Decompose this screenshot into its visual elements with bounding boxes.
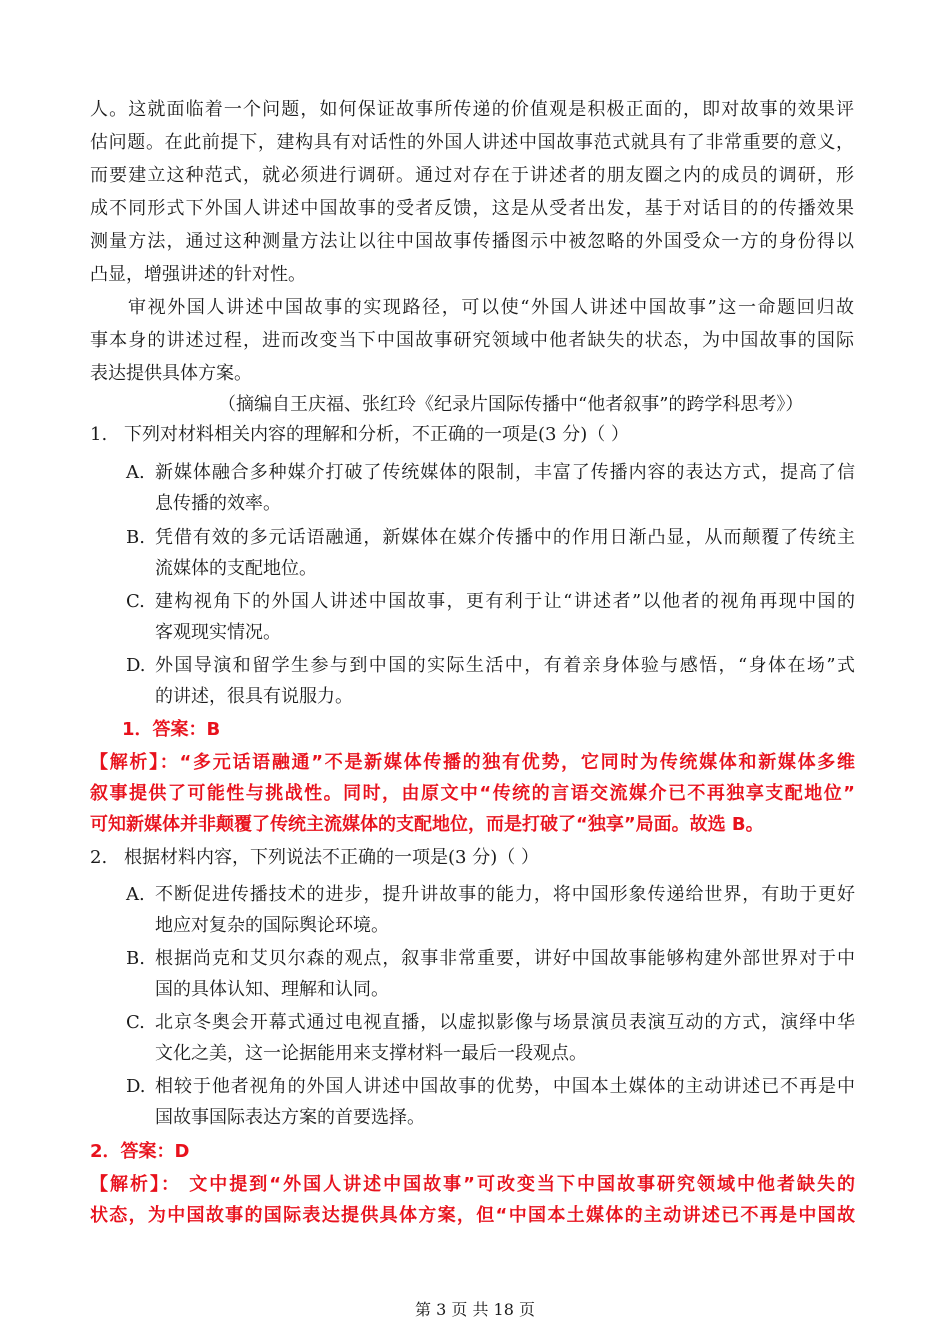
- option-text: 流媒体的支配地位。: [155, 558, 317, 579]
- passage-line: 成不同形式下外国人讲述中国故事的受者反馈，这是从受者出发，基于对话目的的传播效果: [90, 198, 854, 219]
- option-letter: D.: [126, 655, 146, 676]
- question-number: 2.: [90, 847, 108, 868]
- option-text: 根据尚克和艾贝尔森的观点，叙事非常重要，讲好中国故事能够构建外部世界对于中: [155, 948, 855, 969]
- passage-line: 凸显，增强讲述的针对性。: [90, 264, 306, 285]
- analysis-line: 状态，为中国故事的国际表达提供具体方案，但“中国本土媒体的主动讲述已不再是中国故: [90, 1205, 855, 1226]
- option-text: 建构视角下的外国人讲述中国故事，更有利于让“讲述者”以他者的视角再现中国的: [155, 591, 855, 612]
- option-letter: B.: [126, 948, 145, 969]
- question-number: 1.: [90, 424, 108, 445]
- option-letter: A.: [126, 884, 145, 905]
- source-citation: （摘编自王庆福、张红玲《纪录片国际传播中“他者叙事”的跨学科思考》）: [218, 394, 804, 415]
- passage-line: 表达提供具体方案。: [90, 363, 252, 384]
- page-footer: 第 3 页 共 18 页: [415, 1300, 535, 1319]
- analysis-line: 可知新媒体并非颠覆了传统主流媒体的支配地位，而是打破了“独享”局面。故选 B。: [90, 814, 764, 835]
- option-text: 外国导演和留学生参与到中国的实际生活中，有着亲身体验与感悟，“身体在场”式: [155, 655, 855, 676]
- option-text: 国故事国际表达方案的首要选择。: [155, 1107, 425, 1128]
- passage-line: 而要建立这种范式，就必须进行调研。通过对存在于讲述者的朋友圈之内的成员的调研，形: [90, 165, 854, 186]
- option-text: 文化之美，这一论据能用来支撑材料一最后一段观点。: [155, 1043, 587, 1064]
- passage-line: 事本身的讲述过程，进而改变当下中国故事研究领域中他者缺失的状态，为中国故事的国际: [90, 330, 854, 351]
- question-stem: 下列对材料相关内容的理解和分析，不正确的一项是(3 分)（ ）: [124, 424, 629, 445]
- analysis-line: 【解析】：“多元话语融通”不是新媒体传播的独有优势，它同时为传统媒体和新媒体多维: [90, 752, 855, 773]
- passage-line: 审视外国人讲述中国故事的实现路径，可以使“外国人讲述中国故事”这一命题回归故: [128, 297, 854, 318]
- option-text: 息传播的效率。: [155, 493, 281, 514]
- analysis-line: 【解析】： 文中提到“外国人讲述中国故事”可改变当下中国故事研究领域中他者缺失的: [90, 1174, 855, 1195]
- passage-line: 测量方法，通过这种测量方法让以往中国故事传播图示中被忽略的外国受众一方的身份得以: [90, 231, 854, 252]
- option-text: 不断促进传播技术的进步，提升讲故事的能力，将中国形象传递给世界，有助于更好: [155, 884, 855, 905]
- option-letter: C.: [126, 1012, 145, 1033]
- option-text: 北京冬奥会开幕式通过电视直播，以虚拟影像与场景演员表演互动的方式，演绎中华: [155, 1012, 855, 1033]
- option-letter: C.: [126, 591, 145, 612]
- analysis-line: 叙事提供了可能性与挑战性。同时，由原文中“传统的言语交流媒介已不再独享支配地位”: [90, 783, 855, 804]
- option-text: 新媒体融合多种媒介打破了传统媒体的限制，丰富了传播内容的表达方式，提高了信: [155, 462, 855, 483]
- option-text: 国的具体认知、理解和认同。: [155, 979, 389, 1000]
- answer-label: 2．答案：D: [90, 1141, 190, 1162]
- question-stem: 根据材料内容，下列说法不正确的一项是(3 分)（ ）: [124, 847, 539, 868]
- option-letter: A.: [126, 462, 145, 483]
- option-text: 相较于他者视角的外国人讲述中国故事的优势，中国本土媒体的主动讲述已不再是中: [155, 1076, 855, 1097]
- option-letter: B.: [126, 527, 145, 548]
- option-text: 凭借有效的多元话语融通，新媒体在媒介传播中的作用日渐凸显，从而颠覆了传统主: [155, 527, 855, 548]
- passage-line: 人。这就面临着一个问题，如何保证故事所传递的价值观是积极正面的，即对故事的效果评: [90, 99, 854, 120]
- passage-line: 估问题。在此前提下，建构具有对话性的外国人讲述中国故事范式就具有了非常重要的意义，: [90, 132, 854, 153]
- option-letter: D.: [126, 1076, 146, 1097]
- option-text: 的讲述，很具有说服力。: [155, 686, 353, 707]
- option-text: 客观现实情况。: [155, 622, 281, 643]
- option-text: 地应对复杂的国际舆论环境。: [155, 915, 389, 936]
- answer-label: 1．答案：B: [122, 719, 221, 740]
